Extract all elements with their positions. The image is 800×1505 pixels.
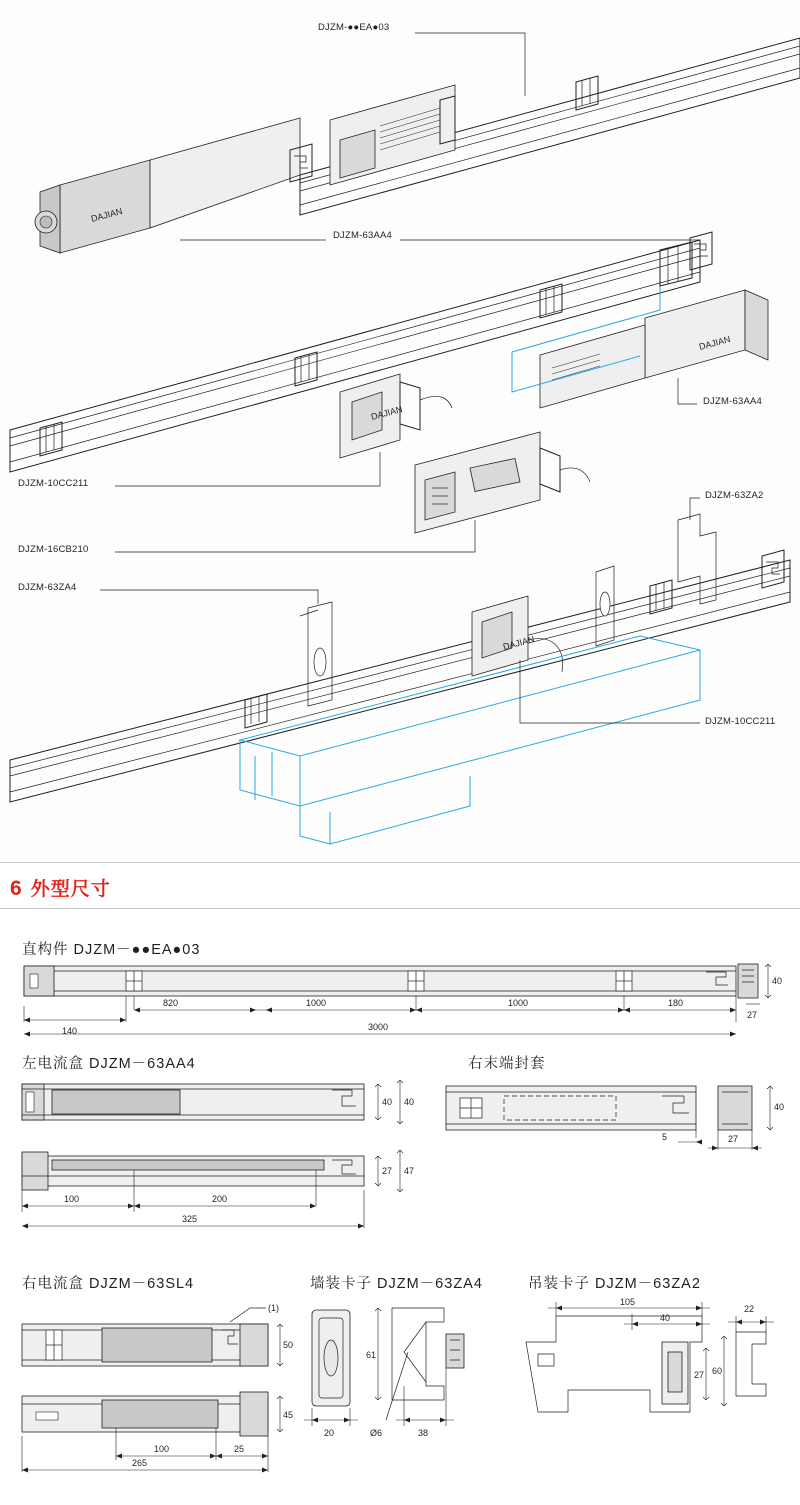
- section-divider-top: [0, 862, 800, 863]
- note-right-box: (1): [268, 1303, 279, 1313]
- dim-wallclip-38: 38: [418, 1428, 429, 1438]
- dim-hangclip-27: 27: [694, 1370, 705, 1380]
- dim-straight-1000b: 1000: [508, 998, 529, 1008]
- dim-rightbox-100: 100: [154, 1444, 170, 1454]
- section-title: 外型尺寸: [30, 879, 111, 900]
- clip-63ZA4: [300, 602, 332, 706]
- callout-djzm-ea03: DJZM-●●EA●03: [318, 22, 390, 33]
- dim-hangclip-40: 40: [660, 1313, 671, 1323]
- dim-wallclip-dia6: Ø6: [370, 1428, 383, 1438]
- drawing-left-current-box: [16, 1076, 416, 1246]
- drawing-right-end-cap: [440, 1076, 788, 1196]
- dim-leftbox-27: 27: [382, 1166, 393, 1176]
- dim-leftbox-100: 100: [64, 1194, 80, 1204]
- dim-straight-1000a: 1000: [306, 998, 327, 1008]
- dim-straight-40: 40: [772, 976, 783, 986]
- dim-leftbox-200: 200: [212, 1194, 228, 1204]
- dim-straight-140: 140: [62, 1026, 78, 1036]
- dim-leftbox-40a: 40: [382, 1097, 393, 1107]
- dim-hangclip-60: 60: [712, 1366, 723, 1376]
- component-plug-16CB210: [415, 432, 590, 533]
- brand-mark-3: DAJIAN: [369, 403, 404, 422]
- dim-rightbox-265: 265: [132, 1458, 148, 1468]
- block-title-right-box: 右电流盒 DJZM－63SL4: [22, 1276, 195, 1292]
- dim-leftbox-47: 47: [404, 1166, 415, 1176]
- block-title-hang-clip: 吊装卡子 DJZM－63ZA2: [528, 1276, 701, 1292]
- dim-leftbox-40b: 40: [404, 1097, 415, 1107]
- dim-cap-40: 40: [774, 1102, 785, 1112]
- dim-wallclip-20: 20: [324, 1428, 335, 1438]
- dim-rightbox-45: 45: [283, 1410, 294, 1420]
- brand-mark-4: DAJIAN: [501, 633, 536, 652]
- callout-djzm-63za2: DJZM-63ZA2: [705, 490, 764, 501]
- callout-djzm-63aa4-right: DJZM-63AA4: [703, 396, 763, 407]
- block-title-left-box: 左电流盒 DJZM－63AA4: [22, 1056, 196, 1072]
- dim-hangclip-22: 22: [744, 1304, 755, 1314]
- section-number: 6: [10, 877, 22, 900]
- callout-djzm-10cc211-bottom: DJZM-10CC211: [705, 716, 776, 727]
- dim-wallclip-61: 61: [366, 1350, 377, 1360]
- busbar-run-bottom: [10, 514, 790, 844]
- dim-rightbox-50: 50: [283, 1340, 294, 1350]
- block-title-wall-clip: 墙装卡子 DJZM－63ZA4: [310, 1276, 483, 1292]
- drawing-wall-clip: [300, 1300, 510, 1480]
- drawing-right-current-box: [16, 1300, 296, 1490]
- drawing-straight-section: [16, 962, 784, 1052]
- section-heading: [10, 874, 111, 901]
- dim-straight-27: 27: [747, 1010, 758, 1020]
- dim-leftbox-325: 325: [182, 1214, 198, 1224]
- dim-hangclip-105: 105: [620, 1297, 636, 1307]
- drawing-hanging-clip: [512, 1296, 792, 1486]
- brand-mark-2: DAJIAN: [697, 333, 732, 352]
- callout-djzm-63za4: DJZM-63ZA4: [18, 582, 77, 593]
- dim-cap-5: 5: [662, 1132, 668, 1142]
- callout-djzm-10cc211-left: DJZM-10CC211: [18, 478, 89, 489]
- callout-djzm-63aa4-top: DJZM-63AA4: [333, 230, 393, 241]
- block-title-right-cap: 右末端封套: [468, 1056, 546, 1072]
- dim-straight-3000: 3000: [368, 1022, 389, 1032]
- brand-mark: DAJIAN: [89, 205, 124, 224]
- component-plug-10CC211: [340, 374, 452, 458]
- dim-straight-820: 820: [163, 998, 179, 1008]
- section-divider-bottom: [0, 908, 800, 909]
- block-title-straight: 直构件 DJZM－●●EA●03: [22, 942, 201, 958]
- dim-cap-27: 27: [728, 1134, 739, 1144]
- busbar-run-top: [35, 38, 800, 253]
- dim-rightbox-25: 25: [234, 1444, 245, 1454]
- dim-straight-180: 180: [668, 998, 684, 1008]
- callout-djzm-16cb210: DJZM-16CB210: [18, 544, 89, 555]
